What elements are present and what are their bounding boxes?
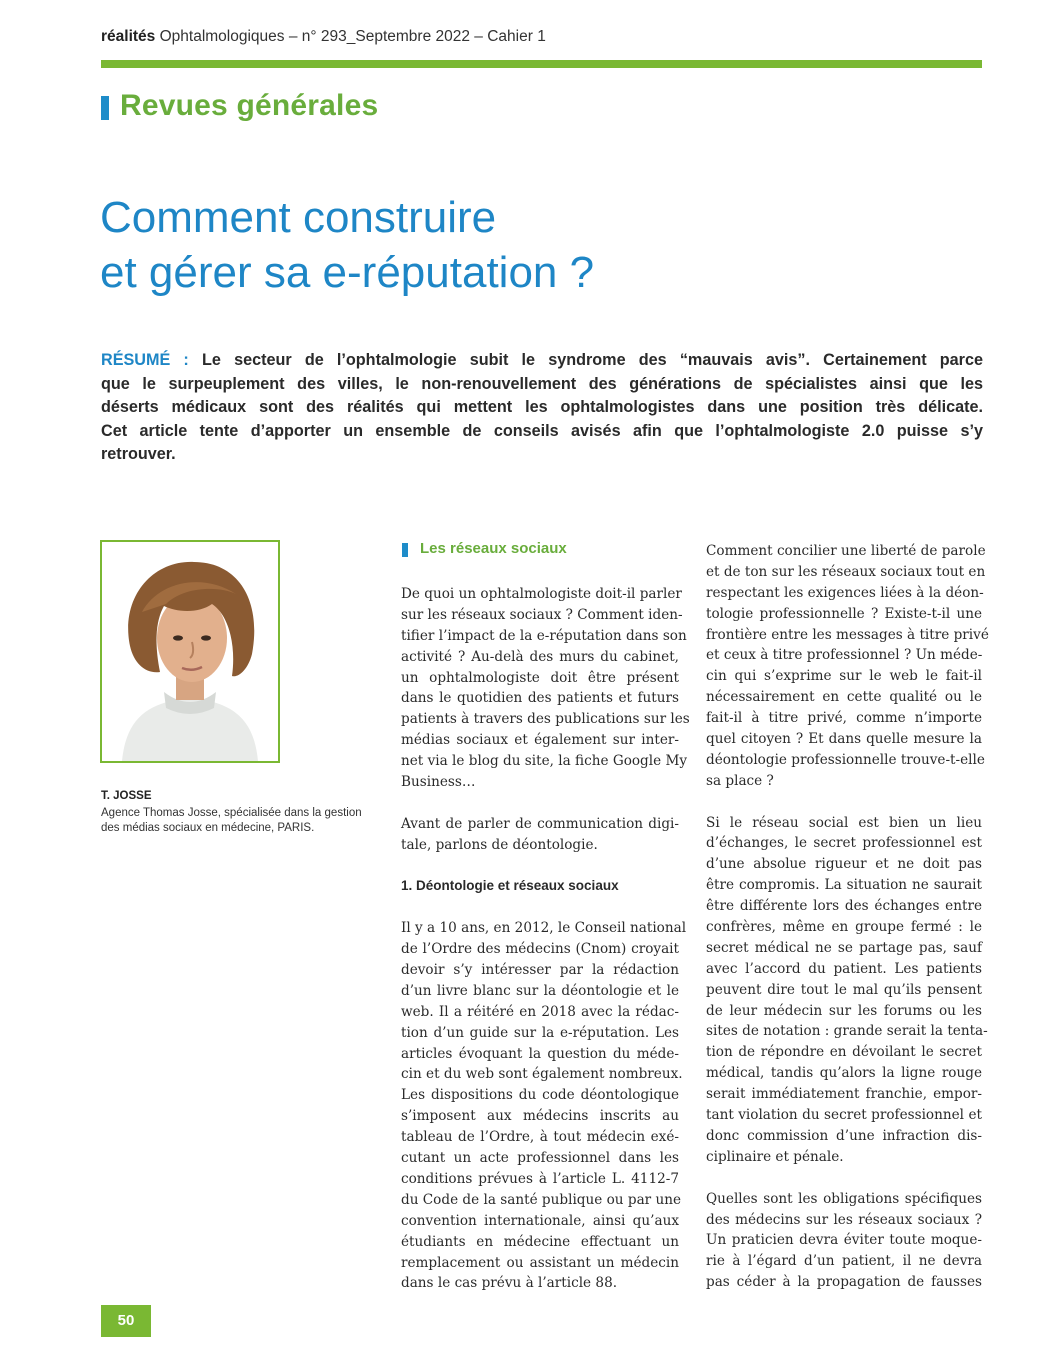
body-line: et de ton sur les réseaux sociaux tout en: [706, 563, 986, 580]
body-line: sa place ?: [706, 772, 774, 789]
body-line: Quelles sont les obligations spécifiques: [706, 1190, 982, 1207]
body-line: nécessairement en cette qualité ou le: [706, 689, 982, 706]
body-line: être compromis. La situation ne saurait: [706, 877, 982, 894]
body-line: de leur médecin sur les forums ou les: [706, 1002, 982, 1019]
body-line: conditions prévues à l’article L. 4112-7: [401, 1170, 679, 1187]
body-line: rie à l’égard d’un patient, il ne devra: [706, 1253, 982, 1270]
body-line: convention internationale, ainsi qu’aux: [401, 1212, 679, 1229]
abstract-line: déserts médicaux sont des réalités qui mettent les ophtalmologistes dans une position très délicate.: [101, 398, 983, 417]
body-line: médical, tandis qu’alors la ligne rouge: [706, 1065, 982, 1082]
body-line: sur les réseaux sociaux ? Comment iden-: [401, 606, 683, 623]
body-line: dans le quotidien des patients et futurs: [401, 690, 679, 707]
body-line: du Code de la santé publique ou par une: [401, 1191, 682, 1208]
author-portrait-image: [102, 542, 278, 761]
body-line: respectant les exigences liées à la déon-: [706, 584, 984, 601]
body-line: tableau de l’Ordre, à tout médecin exé-: [401, 1129, 679, 1146]
body-line: cin qui s’exprime sur le web le fait-il: [706, 668, 982, 685]
abstract-line: Cet article tente d’apporter un ensemble de conseils avisés afin que l’ophtalmologiste 2.0 puisse s’y: [101, 421, 983, 440]
section-heading: 1. Déontologie et réseaux sociaux: [401, 878, 619, 894]
title-line: et gérer sa e-réputation ?: [100, 248, 595, 297]
header-rule: [101, 60, 982, 68]
body-line: activité ? Au-delà des murs du cabinet,: [401, 648, 679, 665]
body-line: serait immédiatement franchie, empor-: [706, 1086, 982, 1103]
body-line: pas céder à la propagation de fausses: [706, 1274, 982, 1291]
section-label: Revues générales: [120, 89, 379, 122]
body-line: quel citoyen ? Et dans quelle mesure la: [706, 731, 982, 748]
body-line: devoir s’y intéresser par la rédaction: [401, 962, 679, 979]
body-line: tion d’un guide sur la e-réputation. Les: [401, 1024, 679, 1041]
body-line: secret médical ne se partage pas, sauf: [706, 939, 982, 956]
body-line: d’échanges, le secret professionnel est: [706, 835, 982, 852]
body-line: patients à travers des publications sur les: [401, 711, 690, 728]
abstract: [101, 349, 983, 467]
body-line: web. Il a réitéré en 2018 avec la rédac-: [401, 1003, 679, 1020]
author-photo: [100, 540, 280, 763]
journal-name: réalités: [101, 28, 156, 45]
text-column-right: [706, 541, 989, 1293]
section-marker-bar: [101, 96, 109, 120]
body-line: net via le blog du site, la fiche Google My: [401, 753, 688, 770]
page-number: 50: [101, 1305, 151, 1337]
abstract-line: RÉSUMÉ : Le secteur de l’ophtalmologie subit le syndrome des “mauvais avis”. Certainement parce: [101, 351, 983, 369]
body-line: donc commission d’une infraction dis-: [706, 1127, 982, 1144]
body-line: dans le cas prévu à l’article 88.: [401, 1275, 618, 1292]
body-line: tologie professionnelle ? Existe-t-il une: [706, 605, 982, 622]
body-line: Business…: [401, 774, 476, 791]
author-name: T. JOSSE: [101, 790, 152, 802]
body-line: étudiants en médecine effectuant un: [401, 1233, 679, 1250]
body-line: cutant un acte professionnel dans les: [401, 1150, 679, 1167]
body-line: ciplinaire et pénale.: [706, 1148, 844, 1165]
text-column-left: [401, 584, 690, 1294]
body-line: des médecins sur les réseaux sociaux ?: [706, 1211, 982, 1228]
body-line: déontologie professionnelle trouve-t-elle: [706, 751, 985, 768]
issue-info: Ophtalmologiques – n° 293_Septembre 2022 – Cahier 1: [155, 28, 546, 45]
body-line: tant violation du secret professionnel et: [706, 1107, 982, 1124]
body-line: un ophtalmologiste doit être présent: [401, 669, 679, 686]
body-line: d’une absolue rigueur et ne doit pas: [706, 856, 982, 873]
body-line: cin et du web sont également nombreux.: [401, 1066, 683, 1083]
abstract-line: retrouver.: [101, 445, 176, 464]
body-line: confrères, même en groupe fermé : le: [706, 919, 982, 936]
body-line: De quoi un ophtalmologiste doit-il parler: [401, 586, 682, 602]
body-line: fait-il à titre privé, comme n’importe: [706, 710, 982, 727]
body-line: articles évoquant la question du méde-: [401, 1045, 679, 1062]
body-line: Si le réseau social est bien un lieu: [706, 814, 982, 831]
body-line: de l’Ordre des médecins (Cnom) croyait: [401, 941, 679, 958]
body-line: médias sociaux et également sur inter-: [401, 732, 679, 749]
body-line: tifier l’impact de la e-réputation dans son: [401, 627, 687, 644]
article-title: [100, 190, 960, 300]
body-line: remplacement ou assistant un médecin: [401, 1254, 679, 1271]
subsection-title: Les réseaux sociaux: [420, 540, 567, 557]
body-line: Il y a 10 ans, en 2012, le Conseil national: [401, 920, 687, 937]
body-line: sites de notation : grande serait la tenta-: [706, 1023, 988, 1040]
title-line: Comment construire: [100, 193, 497, 242]
body-line: s’imposent aux médecins inscrits au: [401, 1108, 679, 1125]
abstract-line: que le surpeuplement des villes, le non-renouvellement des générations de spécialistes ainsi que les: [101, 374, 983, 393]
body-line: d’un livre blanc sur la déontologie et le: [401, 982, 679, 999]
body-line: frontière entre les messages à titre privé: [706, 626, 989, 643]
abstract-label: RÉSUMÉ :: [101, 351, 189, 369]
running-header: [101, 28, 546, 46]
body-line: Avant de parler de communication digi-: [401, 815, 679, 832]
body-line: Les dispositions du code déontologique: [401, 1087, 679, 1104]
body-line: avec l’accord du patient. Les patients: [706, 960, 982, 977]
author-affiliation: Agence Thomas Josse, spécialisée dans la gestion des médias sociaux en médecine, PARIS.: [101, 807, 362, 834]
body-line: tale, parlons de déontologie.: [401, 836, 598, 853]
body-line: être différente lors des échanges entre: [706, 898, 982, 915]
body-line: Un praticien devra éviter toute moque-: [706, 1232, 982, 1249]
body-line: peuvent dire tout le mal qu’ils pensent: [706, 981, 982, 998]
body-line: et ceux à titre professionnel ? Un méde-: [706, 647, 983, 664]
body-line: tion de répondre en dévoilant le secret: [706, 1044, 982, 1061]
body-line: Comment concilier une liberté de parole: [706, 543, 986, 559]
subsection-marker-bar: [402, 543, 408, 557]
